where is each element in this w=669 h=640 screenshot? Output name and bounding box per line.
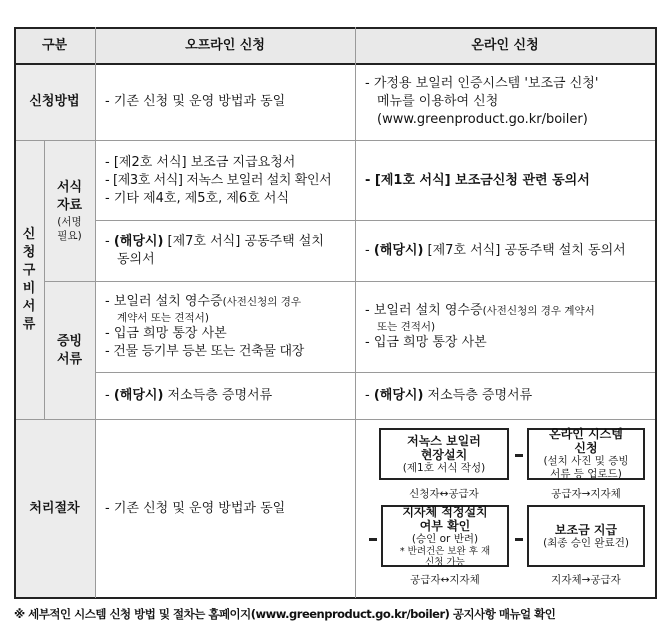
docs-label [14, 141, 44, 419]
forms-online: - [제1호 서식] 보조금신청 관련 동의서 [365, 172, 590, 188]
flow-step-install: 저녹스 보일러 현장설치 (제1호 서식 작성) [379, 428, 509, 480]
income-online: - (해당시) 저소득층 증명서류 [365, 388, 533, 403]
footnote: ※ 세부적인 시스템 신청 방법 및 절차는 홈페이지(www.greenproduct.go.kr/boiler) 공지사항 매뉴얼 확인 [14, 607, 556, 621]
forms-sublabel: (서명 필요) [57, 216, 82, 242]
docs-label-char: 비 [22, 281, 36, 296]
proof-label: 증빙 서류 [56, 333, 83, 367]
docs-label-char: 류 [22, 317, 36, 332]
flow-connector [515, 454, 523, 457]
docs-label-char: 서 [22, 299, 36, 314]
header-category: 구분 [41, 37, 68, 53]
docs-label-char: 신 [22, 227, 36, 242]
list-item: - 기타 제4호, 제5호, 제6호 서식 [105, 190, 290, 206]
process-label: 처리절차 [29, 500, 80, 516]
flow-connector [515, 538, 523, 541]
list-item: - [제2호 서식] 보조금 지급요청서 [105, 154, 296, 170]
income-offline: - (해당시) 저소득층 증명서류 [105, 388, 273, 403]
apt-offline: - (해당시) [제7호 서식] 공동주택 설치 동의서 [105, 234, 324, 267]
header-online: 온라인 신청 [471, 37, 539, 53]
header-offline: 오프라인 신청 [185, 37, 265, 53]
forms-offline [95, 141, 355, 220]
flow-step-payment: 보조금 지급 (최종 승인 완료건) [527, 505, 645, 567]
docs-label-char: 청 [22, 245, 36, 260]
flow-step-online: 온라인 시스템 신청 (설치 사진 및 증빙 서류 등 업로드) [527, 428, 645, 480]
flow-caption: 신청자↔공급자 [409, 488, 479, 500]
forms-label: 서식 자료 (서명 필요) [44, 141, 95, 281]
process-offline: - 기존 신청 및 운영 방법과 동일 [105, 500, 286, 516]
flow-caption: 공급자↔지자체 [410, 574, 480, 586]
method-online: - 가정용 보일러 인증시스템 '보조금 신청' 메뉴를 이용하여 신청 (www.greenproduct.go.kr/boiler) [365, 76, 599, 127]
method-offline: - 기존 신청 및 운영 방법과 동일 [105, 94, 286, 109]
flow-caption: 지자체→공급자 [551, 574, 621, 586]
flow-step-verify: 지자체 적정설치 여부 확인 (승인 or 반려) * 반려건은 보완 후 재 신청 가능 [381, 505, 509, 567]
method-label: 신청방법 [29, 94, 80, 109]
flow-connector [369, 538, 377, 541]
proof-offline: - 보일러 설치 영수증(사전신청의 경우 계약서 또는 견적서) - 입금 희망 통장 사본 - 건물 등기부 등본 또는 건축물 대장 [105, 294, 304, 359]
docs-label-char: 구 [22, 263, 36, 278]
list-item: - [제3호 서식] 저녹스 보일러 설치 확인서 [105, 172, 332, 188]
proof-online: - 보일러 설치 영수증(사전신청의 경우 계약서 또는 견적서) - 입금 희망 통장 사본 [365, 303, 595, 350]
apt-online: - (해당시) [제7호 서식] 공동주택 설치 동의서 [365, 243, 626, 258]
flow-caption: 공급자→지자체 [551, 488, 621, 500]
